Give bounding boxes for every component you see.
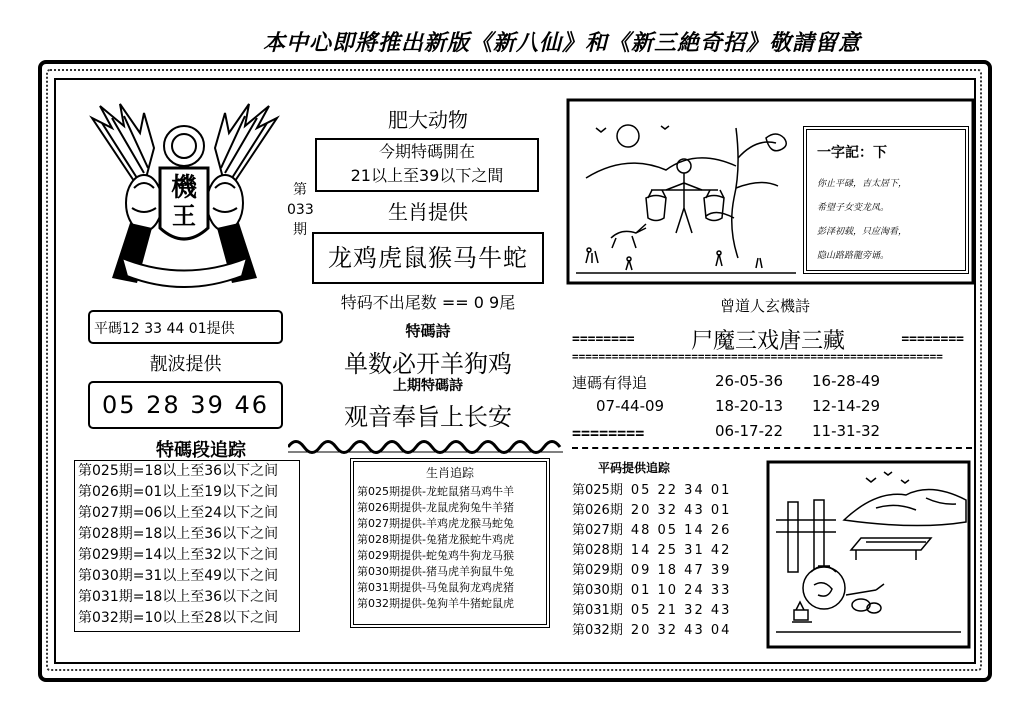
pair-code: 06-17-22	[715, 422, 784, 440]
master-poem-title: 曾道人玄機詩	[719, 297, 810, 315]
flat-track-numbers: 14 25 31 42	[630, 543, 732, 558]
ornament-divider	[288, 436, 563, 458]
table-row	[572, 479, 731, 498]
table-row	[572, 519, 731, 538]
flat-track-numbers: 48 05 14 26	[630, 523, 732, 538]
list-item: 第028期=18以上至36以下之间	[78, 526, 279, 542]
special-range-box	[315, 138, 539, 192]
table-row	[572, 499, 731, 518]
twin-eagle-emblem-icon	[82, 98, 287, 288]
wave-title: 靓波提供	[149, 354, 222, 375]
special-range-line2: 21以上至39以下之間	[350, 166, 504, 185]
table-row	[572, 599, 731, 618]
list-item: 第026期=01以上至19以下之间	[78, 484, 279, 500]
riddle-line: 你止平碌，吉太居下，	[817, 179, 908, 189]
animal-hint-title: 肥大动物	[388, 108, 468, 132]
list-item: 第028期提供-兔猪龙猴蛇牛鸡虎	[357, 533, 514, 546]
riddle-title: 一字記：下	[817, 145, 887, 161]
riddle-box	[803, 126, 969, 274]
list-item: 第027期=06以上至24以下之间	[78, 505, 279, 521]
list-item: 第031期提供-马兔鼠狗龙鸡虎猪	[357, 581, 514, 594]
pair-codes-trail-rule: ========	[572, 424, 645, 442]
tema-segment-list	[74, 460, 300, 632]
flat-track-numbers: 01 10 24 33	[630, 583, 732, 598]
rule-right: ========	[901, 332, 964, 347]
list-item: 第029期=14以上至32以下之间	[78, 547, 279, 563]
logo-char-bottom: 王	[172, 202, 196, 230]
page-header: 本中心即將推出新版《新八仙》和《新三絶奇招》敬請留意	[262, 30, 861, 56]
list-item: 第031期=18以上至36以下之间	[78, 589, 279, 605]
riddle-line: 希望子女变龙凤。	[817, 203, 890, 213]
prev-poem-title: 上期特碼詩	[393, 378, 463, 394]
riddle-line: 隐山路路龍旁诵。	[817, 251, 890, 261]
issue-prefix: 第	[293, 182, 307, 198]
zodiac-track-title: 生肖追踪	[425, 466, 474, 480]
flat-track-issue: 第029期	[572, 563, 623, 578]
tail-exclusion: 特码不出尾数 == 0 9尾	[340, 293, 516, 312]
list-item: 第026期提供-龙鼠虎狗兔牛羊猪	[357, 501, 514, 514]
dashed-separator	[572, 447, 972, 449]
flat-track-numbers: 09 18 47 39	[630, 563, 732, 578]
table-row	[572, 579, 731, 598]
issue-value: 033	[287, 202, 314, 218]
flat-track-numbers: 20 32 43 04	[630, 623, 732, 638]
table-row	[572, 559, 731, 578]
flat-track-issue: 第025期	[572, 483, 623, 498]
prev-poem-text: 观音奉旨上长安	[344, 403, 512, 431]
flat-track-numbers: 05 22 34 01	[630, 483, 732, 498]
flat-track-title: 平码提供追踪	[598, 461, 671, 475]
pair-code: 18-20-13	[715, 397, 784, 415]
flat-track-numbers: 20 32 43 01	[630, 503, 732, 518]
pair-code: 11-31-32	[812, 422, 881, 440]
list-item: 第030期=31以上至49以下之间	[78, 568, 279, 584]
flat-track-issue: 第027期	[572, 523, 623, 538]
tema-segment-title: 特碼段追踪	[156, 440, 246, 461]
wave-numbers: 05 28 39 46	[88, 381, 283, 429]
flat-track-issue: 第031期	[572, 603, 623, 618]
zodiac-pick-box: 龙鸡虎鼠猴马牛蛇	[312, 232, 544, 284]
poem-text: 单数必开羊狗鸡	[344, 350, 512, 378]
list-item: 第030期提供-猪马虎羊狗鼠牛兔	[357, 565, 514, 578]
pair-code: 16-28-49	[812, 372, 881, 390]
list-item: 第025期提供-龙蛇鼠猪马鸡牛羊	[357, 485, 514, 498]
list-item: 第027期提供-羊鸡虎龙猴马蛇兔	[357, 517, 514, 530]
table-row	[572, 619, 731, 638]
logo-char-top: 機	[170, 173, 198, 203]
zodiac-track-box	[350, 458, 550, 628]
flat-track-issue: 第032期	[572, 623, 623, 638]
flat-track-issue: 第026期	[572, 503, 623, 518]
riddle-line: 彭泽初载，只应淘看，	[817, 227, 908, 237]
double-rule: ========================================================	[572, 350, 943, 363]
list-item: 第029期提供-蛇兔鸡牛狗龙马猴	[357, 549, 514, 562]
flat-track-issue: 第028期	[572, 543, 623, 558]
flat-track-issue: 第030期	[572, 583, 623, 598]
flat-track-numbers: 05 21 32 43	[630, 603, 732, 618]
pair-code: 07-44-09	[596, 397, 665, 415]
table-row	[572, 539, 731, 558]
pair-code: 12-14-29	[812, 397, 881, 415]
flat-codes-box: 平碼12 33 44 01提供	[88, 310, 283, 344]
list-item: 第025期=18以上至36以下之间	[78, 463, 279, 479]
pair-codes-label: 連碼有得追	[572, 374, 648, 392]
rule-left: ========	[572, 332, 635, 347]
zodiac-pick-title: 生肖提供	[388, 200, 468, 224]
poem-title: 特碼詩	[405, 322, 451, 340]
list-item: 第032期提供-兔狗羊牛猪蛇鼠虎	[357, 597, 514, 610]
master-poem-headline: 尸魔三戏唐三藏	[690, 329, 845, 354]
list-item: 第032期=10以上至28以下之间	[78, 610, 279, 626]
issue-suffix: 期	[293, 222, 307, 238]
pair-code: 26-05-36	[715, 372, 784, 390]
money-bag-fence-illustration	[766, 460, 972, 650]
special-range-line1: 今期特碼開在	[378, 142, 475, 161]
